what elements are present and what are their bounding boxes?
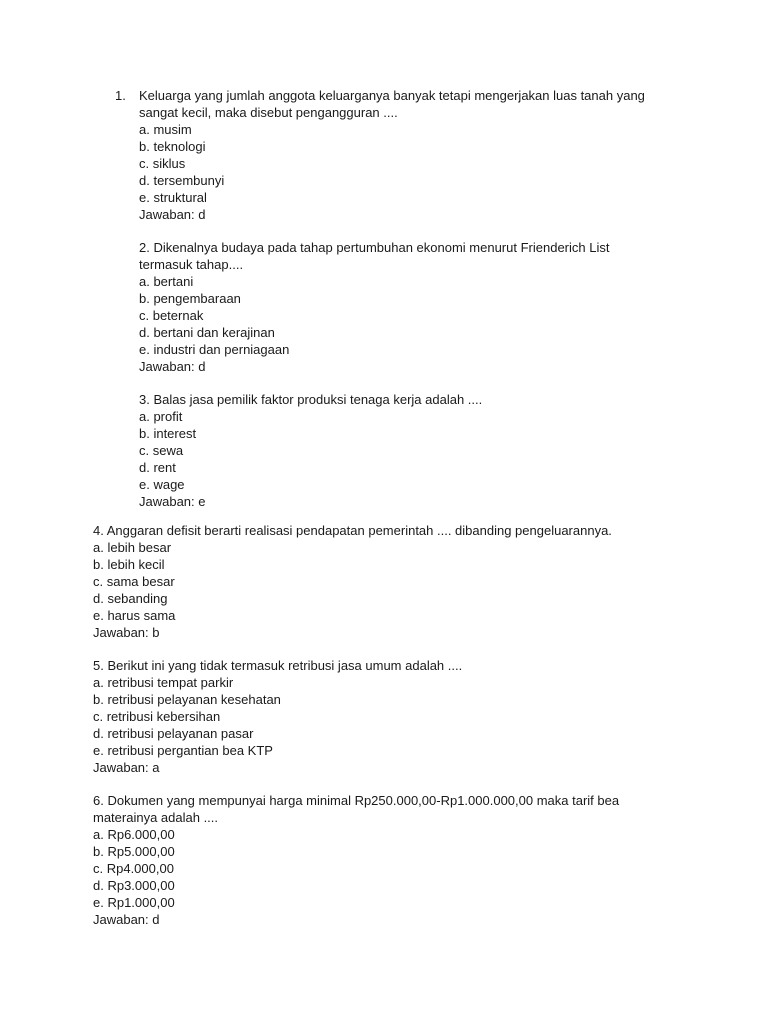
option: e. industri dan perniagaan: [139, 342, 290, 357]
question-text: termasuk tahap....: [139, 257, 244, 272]
option: e. harus sama: [93, 608, 176, 623]
option: a. lebih besar: [93, 540, 172, 555]
option: a. musim: [139, 122, 192, 137]
question-text: 5. Berikut ini yang tidak termasuk retribusi jasa umum adalah ....: [93, 658, 463, 673]
answer: Jawaban: b: [93, 625, 160, 640]
option: b. interest: [139, 426, 197, 441]
answer: Jawaban: d: [139, 207, 206, 222]
option: e. wage: [139, 477, 185, 492]
option: b. teknologi: [139, 139, 206, 154]
option: d. rent: [139, 460, 176, 475]
option: e. retribusi pergantian bea KTP: [93, 743, 273, 758]
option: b. pengembaraan: [139, 291, 241, 306]
answer: Jawaban: d: [93, 912, 160, 927]
option: b. lebih kecil: [93, 557, 165, 572]
option: a. bertani: [139, 274, 194, 289]
question-number: 1.: [115, 88, 126, 103]
option: c. beternak: [139, 308, 204, 323]
question-text: 6. Dokumen yang mempunyai harga minimal Rp250.000,00-Rp1.000.000,00 maka tarif bea: [93, 793, 620, 808]
option: e. Rp1.000,00: [93, 895, 175, 910]
option: d. retribusi pelayanan pasar: [93, 726, 254, 741]
option: d. sebanding: [93, 591, 168, 606]
option: e. struktural: [139, 190, 207, 205]
question-text: materainya adalah ....: [93, 810, 219, 825]
question-text: 3. Balas jasa pemilik faktor produksi tenaga kerja adalah ....: [139, 392, 483, 407]
option: a. Rp6.000,00: [93, 827, 175, 842]
option: d. tersembunyi: [139, 173, 225, 188]
question-text: 4. Anggaran defisit berarti realisasi pendapatan pemerintah .... dibanding pengeluarannya.: [93, 523, 612, 538]
question-text: 2. Dikenalnya budaya pada tahap pertumbuhan ekonomi menurut Frienderich List: [139, 240, 610, 255]
option: a. retribusi tempat parkir: [93, 675, 234, 690]
question-text: Keluarga yang jumlah anggota keluarganya banyak tetapi mengerjakan luas tanah yang: [139, 88, 645, 103]
option: c. sama besar: [93, 574, 175, 589]
option: b. Rp5.000,00: [93, 844, 175, 859]
answer: Jawaban: d: [139, 359, 206, 374]
option: c. Rp4.000,00: [93, 861, 174, 876]
option: c. sewa: [139, 443, 184, 458]
option: c. siklus: [139, 156, 186, 171]
option: b. retribusi pelayanan kesehatan: [93, 692, 281, 707]
option: c. retribusi kebersihan: [93, 709, 221, 724]
option: a. profit: [139, 409, 183, 424]
question-text: sangat kecil, maka disebut pengangguran ....: [139, 105, 398, 120]
answer: Jawaban: a: [93, 760, 160, 775]
option: d. bertani dan kerajinan: [139, 325, 275, 340]
option: d. Rp3.000,00: [93, 878, 175, 893]
answer: Jawaban: e: [139, 494, 206, 509]
